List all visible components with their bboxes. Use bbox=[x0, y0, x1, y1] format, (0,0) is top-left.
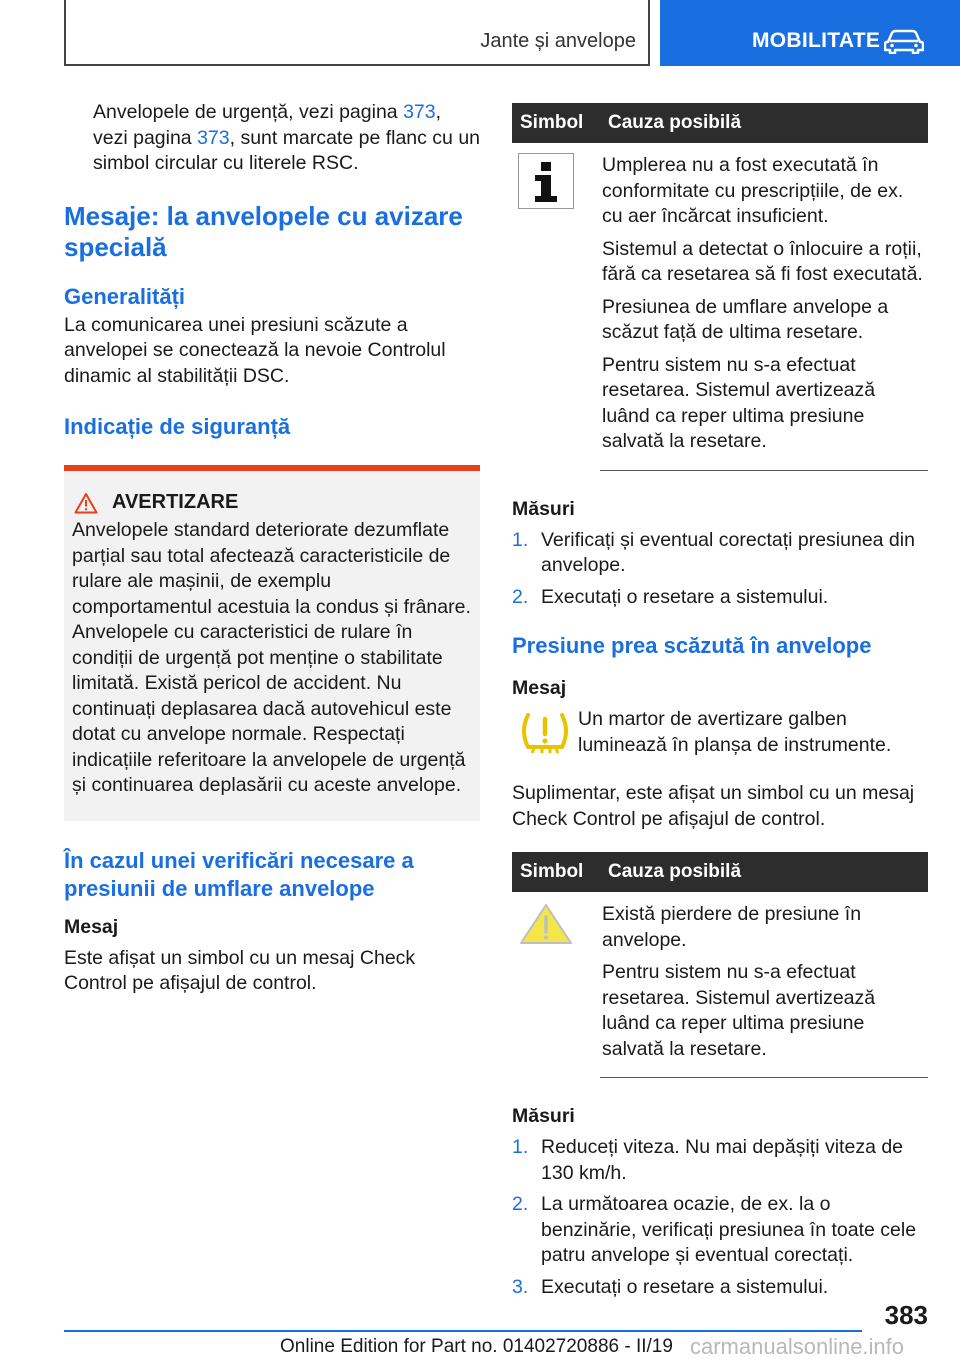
footer-edition: Online Edition for Part no. 01402720886 - II/19 bbox=[280, 1336, 673, 1357]
table1-cause-3: Presiunea de umflare anvelope a scăzut față de ultima resetare. bbox=[602, 295, 889, 343]
extra-paragraph: Suplimentar, este afișat un simbol cu un mesaj Check Control pe afișajul de control. bbox=[512, 782, 915, 830]
table2-header-cause: Cauza posibilă bbox=[600, 852, 928, 892]
section-heading-special-tyres: Mesaje: la anvelopele cu avizare specială bbox=[64, 200, 463, 262]
measures-list-1 bbox=[512, 528, 928, 611]
table1-cause-1: Umplerea nu a fost executată în conformitate cu prescripțiile, de ex. cu aer încărcat insuficient. bbox=[602, 154, 904, 227]
tire-pressure-warning-icon bbox=[512, 707, 578, 759]
message-paragraph-left: Este afișat un simbol cu un mesaj Check Control pe afișajul de control. bbox=[64, 946, 416, 994]
general-paragraph: La comunicarea unei presiuni scăzute a anvelopei se conectează la nevoie Controlul dinamic al stabilității DSC. bbox=[64, 313, 446, 387]
page-header bbox=[0, 0, 960, 66]
heading-measures-2: Măsuri bbox=[512, 1105, 575, 1127]
measures-list-2 bbox=[512, 1135, 928, 1300]
table2-header-symbol: Simbol bbox=[512, 852, 600, 892]
page-link-373-second[interactable]: 373 bbox=[197, 126, 230, 149]
heading-low-pressure: Presiune prea scăzută în anvelope bbox=[512, 633, 872, 658]
heading-safety-note: Indicație de siguranță bbox=[64, 414, 291, 439]
table1-cause-2: Sistemul a detectat o înlocuire a roții, fără ca resetarea să fi fost executată. bbox=[602, 237, 923, 285]
header-section-title: Jante și anvelope bbox=[480, 30, 636, 52]
right-column bbox=[512, 103, 928, 1306]
table1-cause-4: Pentru sistem nu s-a efectuat resetarea. Sistemul avertizează luând ca reper ultima presiune salvată la resetare. bbox=[602, 353, 876, 452]
warning-box bbox=[64, 465, 480, 821]
rsc-intro-paragraph: Anvelopele de urgență, vezi pagina 373, vezi pagina 373, sunt marcate pe flanc cu un simbol circular cu literele RSC. bbox=[93, 101, 481, 174]
car-icon bbox=[884, 28, 924, 54]
footer-watermark: carmanualsonline.info bbox=[690, 1334, 905, 1359]
message-row bbox=[512, 707, 928, 759]
page-number: 383 bbox=[884, 1300, 928, 1330]
table2-cause-2: Pentru sistem nu s-a efectuat resetarea. Sistemul avertizează luând ca reper ultima presiune salvată la resetare. bbox=[602, 961, 876, 1060]
symbol-table-2 bbox=[512, 852, 928, 1078]
heading-general: Generalități bbox=[64, 283, 186, 309]
list-item: 1. Reduceți viteza. Nu mai depășiți viteza de 130 km/h. bbox=[512, 1136, 904, 1184]
table1-header-symbol: Simbol bbox=[512, 103, 600, 143]
symbol-table-1 bbox=[512, 103, 928, 471]
info-icon bbox=[518, 153, 574, 209]
table1-header-cause: Cauza posibilă bbox=[600, 103, 928, 143]
heading-pressure-check: În cazul unei verificări necesare a presiunii de umflare anvelope bbox=[64, 847, 414, 901]
warning-triangle-icon bbox=[518, 902, 574, 946]
left-column bbox=[64, 100, 480, 997]
heading-message-left: Mesaj bbox=[64, 915, 119, 938]
footer-divider bbox=[64, 1330, 862, 1332]
warning-text: Anvelopele standard deteriorate dezumflate parțial sau total afectează caracteristicile de rulare ale mașinii, de exemplu comportamentul acestuia la condus și frânare. Anvelopele cu caracteristici de rulare în condiții de urgență pot menține o stabilitate limitată. Există pericol de accident. Nu continuați deplasarea dacă autovehicul este dotat cu anvelope normale. Respectați indicațiile referitoare la anvelopele de urgență și continuarea deplasării cu aceste anvelope. bbox=[72, 519, 471, 796]
list-item: 3. Executați o resetare a sistemului. bbox=[512, 1275, 829, 1298]
page-link-373[interactable]: 373 bbox=[403, 101, 436, 123]
list-item: 2. Executați o resetare a sistemului. bbox=[512, 585, 829, 608]
warning-title: AVERTIZARE bbox=[72, 491, 472, 514]
list-item: 2. La următoarea ocazie, de ex. la o benzinărie, verificați presiunea în toate cele patru anvelope și eventual corectați. bbox=[512, 1193, 917, 1266]
heading-measures-1: Măsuri bbox=[512, 497, 575, 520]
heading-message-right: Mesaj bbox=[512, 677, 567, 699]
table2-cause-1: Există pierdere de presiune în anvelope. bbox=[602, 903, 862, 951]
list-item: 1. Verificați și eventual corectați presiunea din anvelope. bbox=[512, 528, 915, 576]
warning-triangle-icon bbox=[74, 492, 98, 514]
header-chapter-title: MOBILITATE bbox=[752, 29, 881, 52]
message-paragraph-right: Un martor de avertizare galben luminează în planșa de instrumente. bbox=[578, 708, 892, 756]
